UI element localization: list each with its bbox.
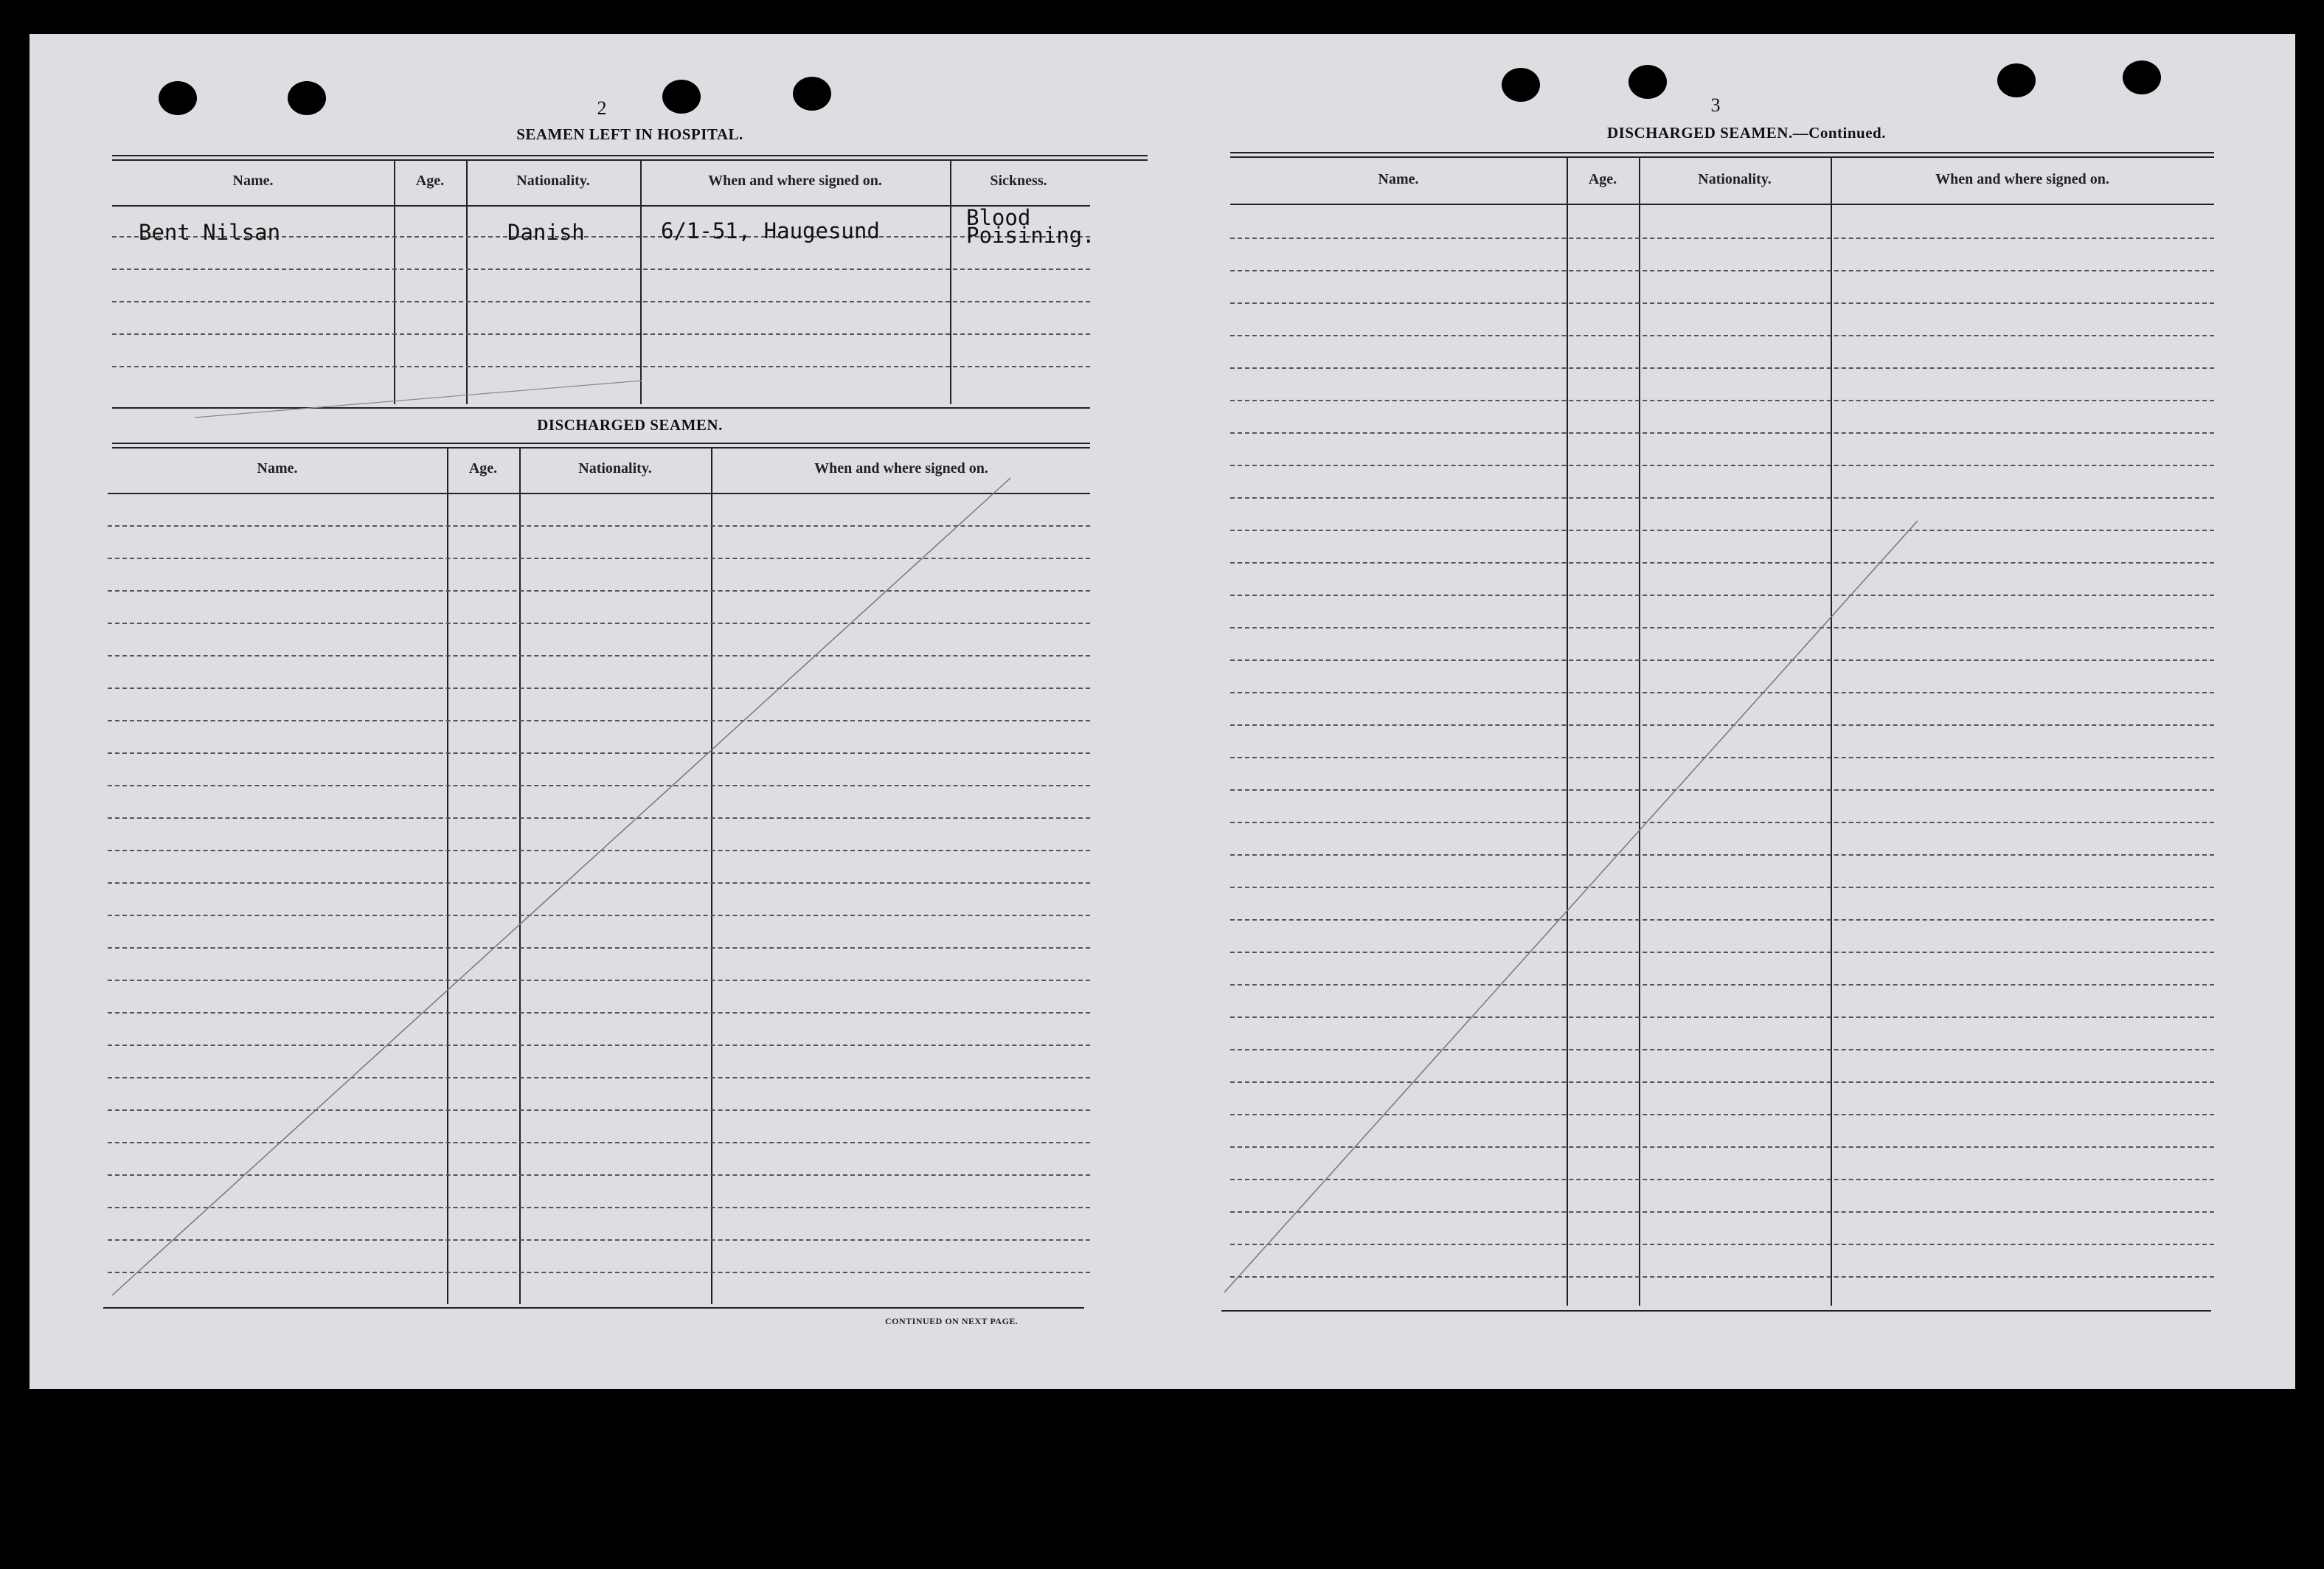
header-signed-on: When and where signed on.: [814, 460, 988, 477]
header-nationality: Nationality.: [578, 460, 652, 477]
entry-signed-on: 6/1-51, Haugesund: [661, 218, 880, 243]
hospital-section-title: SEAMEN LEFT IN HOSPITAL.: [516, 125, 743, 143]
header-name: Name.: [1378, 171, 1419, 187]
entry-name: Bent Nilsan: [139, 220, 281, 245]
header-name: Name.: [257, 460, 298, 477]
header-nationality: Nationality.: [516, 173, 590, 189]
header-signed-on: When and where signed on.: [1935, 171, 2109, 187]
header-age: Age.: [468, 460, 498, 477]
entry-sickness-line1: Blood: [966, 205, 1031, 230]
register-sheet: [30, 34, 2295, 1389]
page-number-right: 3: [1710, 94, 1721, 116]
header-age: Age.: [1588, 171, 1617, 187]
entry-sickness-line2: Poisining.: [966, 223, 1095, 248]
entry-nationality: Danish: [507, 220, 585, 245]
header-signed-on: When and where signed on.: [708, 173, 882, 189]
discharged-section-title: DISCHARGED SEAMEN.: [537, 416, 723, 434]
header-sickness: Sickness.: [990, 173, 1047, 189]
header-age: Age.: [415, 173, 445, 189]
header-name: Name.: [232, 173, 274, 189]
continued-footer: CONTINUED ON NEXT PAGE.: [885, 1316, 1019, 1326]
discharged-continued-title: DISCHARGED SEAMEN.—Continued.: [1607, 124, 1886, 142]
header-nationality: Nationality.: [1698, 171, 1772, 187]
page-number-left: 2: [597, 97, 607, 119]
cancel-strokes: [30, 34, 2295, 1389]
